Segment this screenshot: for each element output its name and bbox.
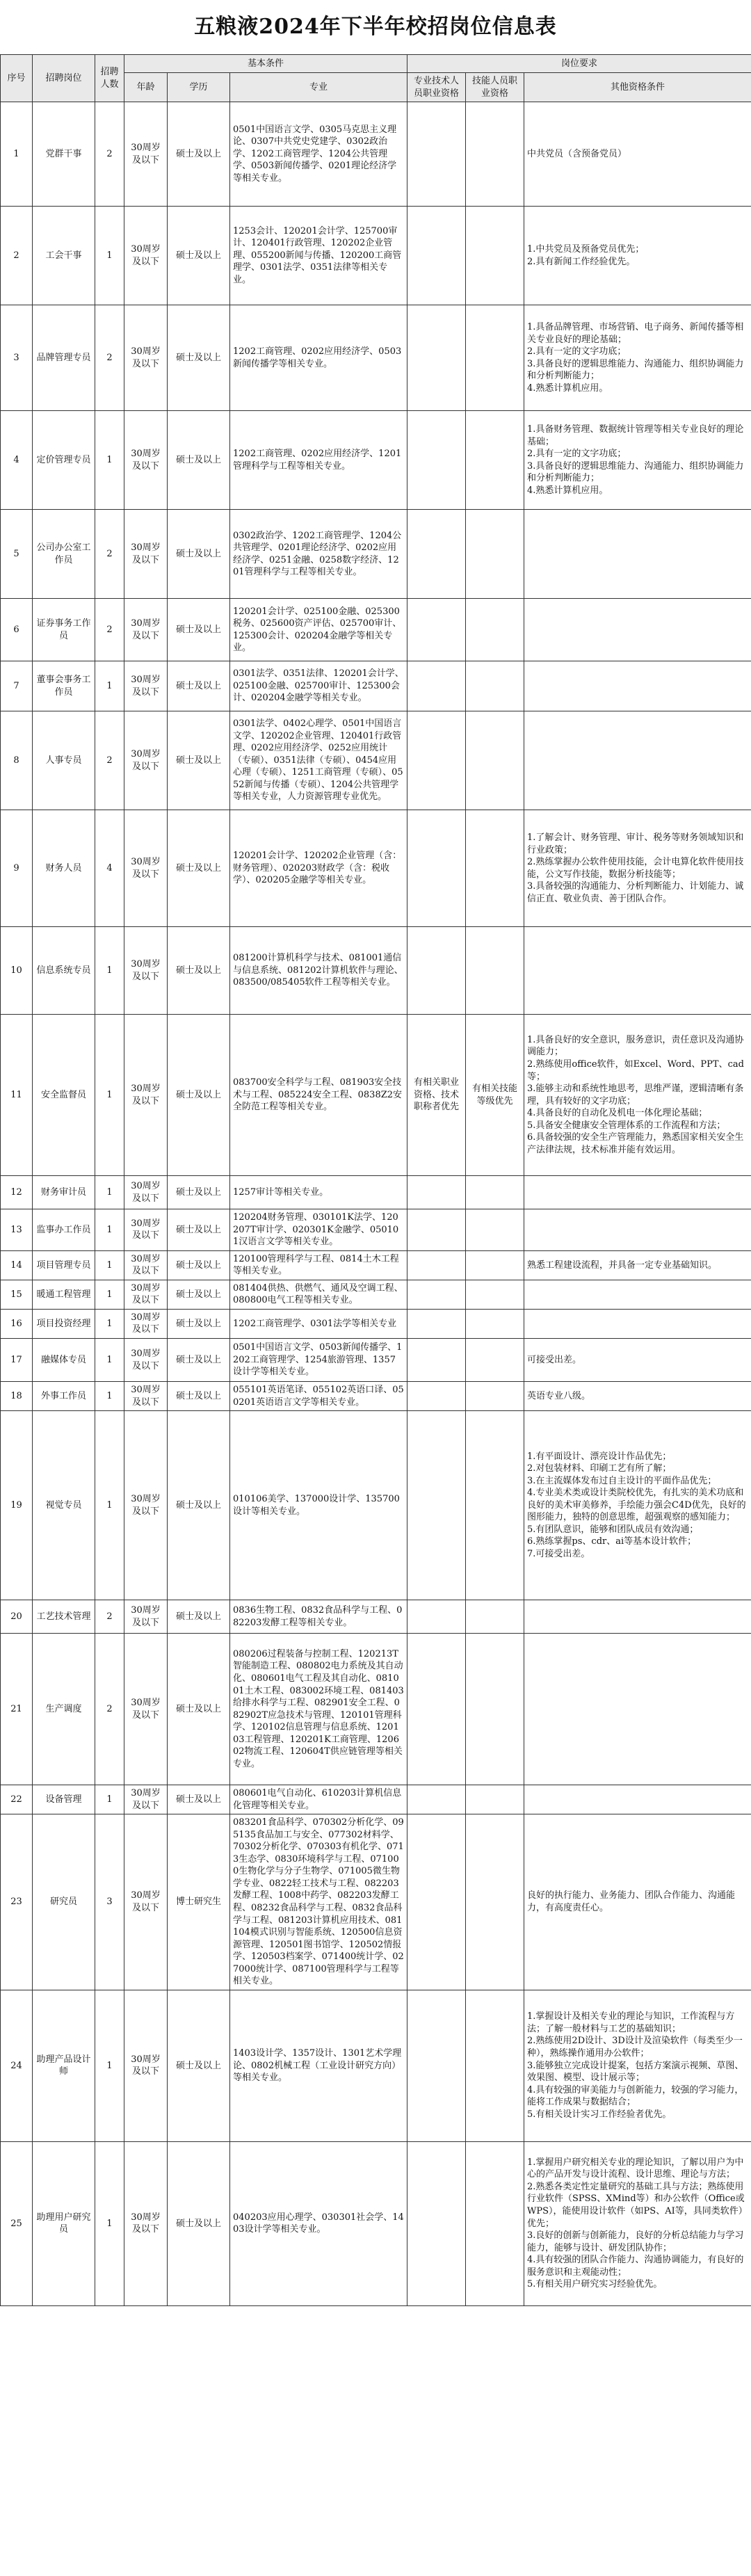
cell-skill-qualification [466, 510, 524, 599]
table-row [1, 599, 751, 661]
cell-major: 083700安全科学与工程、081903安全技术与工程、085224安全工程、0838Z2安全防范工程等相关专业。 [230, 1015, 407, 1176]
cell-education: 硕士及以上 [168, 1209, 230, 1251]
cell-major: 0301法学、0402心理学、0501中国语言文学、120202企业管理、120401行政管理、0202应用经济学、0252应用统计（专硕）、0351法律（专硕）、0454应用心理（专硕）、1251工商管理（专硕）、0552新闻与传播（专硕）、1204公共管理学等相关专业，人力资源管理专业优先。 [230, 711, 407, 810]
cell-tech-qualification [407, 510, 466, 599]
cell-age: 30周岁及以下 [124, 810, 168, 927]
cell-skill-qualification [466, 1339, 524, 1382]
cell-no: 23 [1, 1814, 33, 1990]
cell-other-requirements: 1.有平面设计、漂亮设计作品优先； 2.对包装材料、印刷工艺有所了解； 3.在主流媒体发布过自主设计的平面作品优先； 4.专业美术类或设计类院校优先，有扎实的美术功底和良好的美术审美修养，手绘能力强会C4D优先，良好的图形能力，独特的创意思维，超强观察的感知能力； 5.有团队意识，能够和团队成员有效沟通； 6.熟练掌握ps、cdr、ai等基本设计软件； 7.可接受出差。 [524, 1411, 751, 1600]
cell-education: 硕士及以上 [168, 1411, 230, 1600]
cell-count: 3 [95, 1814, 124, 1990]
cell-education: 硕士及以上 [168, 411, 230, 510]
cell-position: 公司办公室工作员 [33, 510, 95, 599]
cell-count: 1 [95, 1382, 124, 1411]
cell-major: 1202工商管理、0202应用经济学、0503新闻传播学等相关专业。 [230, 305, 407, 411]
cell-skill-qualification [466, 599, 524, 661]
cell-age: 30周岁及以下 [124, 411, 168, 510]
cell-other-requirements: 熟悉工程建设流程，并具备一定专业基础知识。 [524, 1250, 751, 1280]
cell-education: 硕士及以上 [168, 510, 230, 599]
table-row [1, 1411, 751, 1600]
table-row [1, 1250, 751, 1280]
cell-education: 硕士及以上 [168, 1280, 230, 1309]
header-position: 招聘岗位 [33, 55, 95, 102]
cell-skill-qualification [466, 1209, 524, 1251]
cell-other-requirements: 1.掌握用户研究相关专业的理论知识，了解以用户为中心的产品开发与设计流程、设计思维、理论与方法； 2.熟悉各类定性定量研究的基础工具与方法；熟练使用行业软件（SPSS、XMind等）和办公软件（Office或WPS），能使用设计软件（如PS、AI等，具同类软件）优先； 3.良好的创新与创新能力，良好的分析总结能力与学习能力，能够与设计、研发团队协作； 4.具有较强的团队合作能力、沟通协调能力，有良好的服务意识和主观能动性； 5.有相关用户研究实习经验优先。 [524, 2141, 751, 2305]
cell-no: 12 [1, 1176, 33, 1209]
table-row [1, 1209, 751, 1251]
table-row [1, 1600, 751, 1634]
header-no: 序号 [1, 55, 33, 102]
cell-education: 硕士及以上 [168, 1990, 230, 2141]
cell-no: 18 [1, 1382, 33, 1411]
cell-skill-qualification [466, 1250, 524, 1280]
cell-tech-qualification [407, 1600, 466, 1634]
cell-no: 24 [1, 1990, 33, 2141]
cell-other-requirements [524, 1785, 751, 1814]
cell-age: 30周岁及以下 [124, 1814, 168, 1990]
cell-position: 定价管理专员 [33, 411, 95, 510]
cell-age: 30周岁及以下 [124, 1015, 168, 1176]
cell-major: 0836生物工程、0832食品科学与工程、082203发酵工程等相关专业。 [230, 1600, 407, 1634]
table-row [1, 1785, 751, 1814]
cell-education: 硕士及以上 [168, 1785, 230, 1814]
cell-position: 财务审计员 [33, 1176, 95, 1209]
cell-major: 080206过程装备与控制工程、120213T智能制造工程、080802电力系统及其自动化、080601电气工程及其自动化、081001土木工程、083002环境工程、081403给排水科学与工程、082901安全工程、082902T应急技术与管理、120101管理科学、120102信息管理与信息系统、120103工程管理、120201K工商管理、120602物流工程、120604T供应链管理等相关专业。 [230, 1634, 407, 1785]
cell-tech-qualification [407, 1209, 466, 1251]
cell-skill-qualification [466, 927, 524, 1015]
table-row [1, 102, 751, 207]
cell-age: 30周岁及以下 [124, 1209, 168, 1251]
cell-position: 研究员 [33, 1814, 95, 1990]
header-age: 年龄 [124, 73, 168, 102]
cell-no: 3 [1, 305, 33, 411]
cell-education: 硕士及以上 [168, 1250, 230, 1280]
cell-count: 2 [95, 510, 124, 599]
cell-other-requirements: 可接受出差。 [524, 1339, 751, 1382]
cell-position: 品牌管理专员 [33, 305, 95, 411]
cell-tech-qualification [407, 207, 466, 305]
cell-other-requirements: 良好的执行能力、业务能力、团队合作能力、沟通能力，有高度责任心。 [524, 1814, 751, 1990]
cell-major: 083201食品科学、070302分析化学、095135食品加工与安全、077302材料学、70302分析化学、070303有机化学、0713生态学、0830环境科学与工程、071000生物化学与分子生物学、071005微生物学专业、0822轻工技术与工程、082203发酵工程、1008中药学、082203发酵工程、08232食品科学与工程、0832食品科学与工程、081203计算机应用技术、081104模式识别与智能系统、120500信息资源管理、120501图书馆学、120502情报学、120503档案学、071400统计学、027000统计学、087100管理科学与工程等相关专业。 [230, 1814, 407, 1990]
cell-major: 0302政治学、1202工商管理学、1204公共管理学、0201理论经济学、0202应用经济学、0251金融、0258数字经济、1201管理科学与工程等相关专业。 [230, 510, 407, 599]
cell-other-requirements [524, 1600, 751, 1634]
cell-other-requirements [524, 1634, 751, 1785]
cell-skill-qualification [466, 305, 524, 411]
table-row [1, 810, 751, 927]
cell-other-requirements: 1.具备财务管理、数据统计管理等相关专业良好的理论基础； 2.具有一定的文字功底； 3.具备良好的逻辑思维能力、沟通能力、组织协调能力和分析判断能力； 4.熟悉计算机应用。 [524, 411, 751, 510]
cell-position: 项目管理专员 [33, 1250, 95, 1280]
cell-tech-qualification [407, 1411, 466, 1600]
header-other-requirements: 其他资格条件 [524, 73, 751, 102]
page-title: 五粮液2024年下半年校招岗位信息表 [194, 15, 557, 39]
cell-skill-qualification [466, 1785, 524, 1814]
cell-age: 30周岁及以下 [124, 510, 168, 599]
cell-major: 1202工商管理、0202应用经济学、1201管理科学与工程等相关专业。 [230, 411, 407, 510]
cell-age: 30周岁及以下 [124, 305, 168, 411]
cell-tech-qualification [407, 599, 466, 661]
cell-skill-qualification [466, 1990, 524, 2141]
cell-no: 19 [1, 1411, 33, 1600]
cell-major: 120204财务管理、030101K法学、120207T审计学、020301K金融学、050101汉语言文学等相关专业。 [230, 1209, 407, 1251]
cell-tech-qualification: 有相关职业资格、技术职称者优先 [407, 1015, 466, 1176]
cell-position: 助理用户研究员 [33, 2141, 95, 2305]
cell-tech-qualification [407, 1634, 466, 1785]
table-row [1, 1176, 751, 1209]
table-body [1, 102, 751, 2306]
cell-count: 1 [95, 411, 124, 510]
cell-count: 1 [95, 1209, 124, 1251]
cell-tech-qualification [407, 1814, 466, 1990]
cell-tech-qualification [407, 102, 466, 207]
cell-major: 0301法学、0351法律、120201会计学、025100金融、025700审计、125300会计、020204金融学等相关专业。 [230, 661, 407, 711]
cell-major: 080601电气自动化、610203计算机信息化管理等相关专业。 [230, 1785, 407, 1814]
cell-age: 30周岁及以下 [124, 2141, 168, 2305]
cell-other-requirements [524, 1309, 751, 1338]
cell-tech-qualification [407, 711, 466, 810]
cell-education: 硕士及以上 [168, 810, 230, 927]
table-row [1, 1280, 751, 1309]
cell-count: 1 [95, 1250, 124, 1280]
cell-no: 4 [1, 411, 33, 510]
cell-education: 硕士及以上 [168, 1309, 230, 1338]
cell-tech-qualification [407, 1250, 466, 1280]
cell-skill-qualification: 有相关技能等级优先 [466, 1015, 524, 1176]
cell-position: 证券事务工作员 [33, 599, 95, 661]
cell-skill-qualification [466, 661, 524, 711]
cell-other-requirements [524, 927, 751, 1015]
table-row [1, 1309, 751, 1338]
cell-count: 2 [95, 711, 124, 810]
table-row [1, 1814, 751, 1990]
cell-age: 30周岁及以下 [124, 1990, 168, 2141]
cell-count: 1 [95, 1990, 124, 2141]
cell-tech-qualification [407, 927, 466, 1015]
cell-position: 助理产品设计师 [33, 1990, 95, 2141]
cell-position: 工艺技术管理 [33, 1600, 95, 1634]
cell-position: 董事会事务工作员 [33, 661, 95, 711]
cell-education: 硕士及以上 [168, 2141, 230, 2305]
cell-education: 硕士及以上 [168, 1015, 230, 1176]
cell-age: 30周岁及以下 [124, 1250, 168, 1280]
cell-age: 30周岁及以下 [124, 207, 168, 305]
cell-no: 5 [1, 510, 33, 599]
cell-education: 硕士及以上 [168, 1339, 230, 1382]
cell-count: 2 [95, 1600, 124, 1634]
cell-tech-qualification [407, 1280, 466, 1309]
cell-position: 项目投资经理 [33, 1309, 95, 1338]
cell-skill-qualification [466, 411, 524, 510]
cell-age: 30周岁及以下 [124, 661, 168, 711]
cell-education: 硕士及以上 [168, 207, 230, 305]
cell-no: 21 [1, 1634, 33, 1785]
cell-education: 硕士及以上 [168, 1176, 230, 1209]
cell-no: 20 [1, 1600, 33, 1634]
table-row [1, 207, 751, 305]
cell-no: 8 [1, 711, 33, 810]
cell-other-requirements: 1.了解会计、财务管理、审计、税务等财务领域知识和行业政策； 2.熟练掌握办公软件使用技能，会计电算化软件使用技能，公文写作技能，数据分析技能等； 3.具备较强的沟通能力、分析判断能力、计划能力、诚信正直、敬业负责、善于团队合作。 [524, 810, 751, 927]
cell-no: 14 [1, 1250, 33, 1280]
cell-position: 外事工作员 [33, 1382, 95, 1411]
cell-position: 财务人员 [33, 810, 95, 927]
cell-other-requirements: 中共党员（含预备党员） [524, 102, 751, 207]
cell-education: 硕士及以上 [168, 102, 230, 207]
cell-other-requirements: 1.掌握设计及相关专业的理论与知识，工作流程与方法；了解一般材料与工艺的基础知识； 2.熟练使用2D设计、3D设计及渲染软件（每类至少一种），熟练操作通用办公软件； 3.能够独立完成设计提案，包括方案演示视频、草图、效果图、模型、设计展示等； 4.具有较强的审美能力与创新能力，较强的学习能力，能将工作成果与数据结合； 5.有相关设计实习工作经验者优先。 [524, 1990, 751, 2141]
header-requirements-group: 岗位要求 [407, 55, 751, 73]
cell-tech-qualification [407, 1382, 466, 1411]
cell-no: 15 [1, 1280, 33, 1309]
cell-major: 010106美学、137000设计学、135700设计等相关专业。 [230, 1411, 407, 1600]
cell-other-requirements [524, 711, 751, 810]
cell-tech-qualification [407, 305, 466, 411]
cell-age: 30周岁及以下 [124, 1309, 168, 1338]
cell-no: 11 [1, 1015, 33, 1176]
cell-other-requirements: 1.中共党员及预备党员优先； 2.具有新闻工作经验优先。 [524, 207, 751, 305]
cell-major: 0501中国语言文学、0503新闻传播学、1202工商管理学、1254旅游管理、1357设计学等相关专业。 [230, 1339, 407, 1382]
cell-other-requirements [524, 1280, 751, 1309]
header-tech-qualification: 专业技术人员职业资格 [407, 73, 466, 102]
cell-position: 信息系统专员 [33, 927, 95, 1015]
cell-skill-qualification [466, 1411, 524, 1600]
cell-tech-qualification [407, 1339, 466, 1382]
cell-skill-qualification [466, 1600, 524, 1634]
cell-position: 暖通工程管理 [33, 1280, 95, 1309]
cell-other-requirements [524, 599, 751, 661]
cell-no: 9 [1, 810, 33, 927]
cell-count: 1 [95, 1339, 124, 1382]
table-row [1, 1990, 751, 2141]
cell-major: 0501中国语言文学、0305马克思主义理论、0307中共党史党建学、0302政治学、1202工商管理学、1204公共管理学、0503新闻传播学、0201理论经济学等相关专业。 [230, 102, 407, 207]
cell-major: 120201会计学、120202企业管理（含：财务管理）、020203财政学（含：税收学）、020205金融学等相关专业。 [230, 810, 407, 927]
cell-skill-qualification [466, 711, 524, 810]
cell-major: 055101英语笔译、055102英语口译、050201英语语言文学等相关专业。 [230, 1382, 407, 1411]
cell-count: 4 [95, 810, 124, 927]
cell-count: 1 [95, 661, 124, 711]
cell-no: 6 [1, 599, 33, 661]
cell-education: 硕士及以上 [168, 305, 230, 411]
cell-other-requirements: 英语专业八级。 [524, 1382, 751, 1411]
cell-major: 1202工商管理学、0301法学等相关专业 [230, 1309, 407, 1338]
cell-no: 16 [1, 1309, 33, 1338]
cell-other-requirements [524, 1176, 751, 1209]
cell-education: 博士研究生 [168, 1814, 230, 1990]
cell-position: 设备管理 [33, 1785, 95, 1814]
cell-no: 22 [1, 1785, 33, 1814]
positions-table [0, 54, 751, 2306]
cell-position: 人事专员 [33, 711, 95, 810]
cell-count: 1 [95, 1176, 124, 1209]
cell-position: 监事办工作员 [33, 1209, 95, 1251]
cell-no: 10 [1, 927, 33, 1015]
table-row [1, 411, 751, 510]
cell-tech-qualification [407, 411, 466, 510]
cell-count: 1 [95, 1309, 124, 1338]
header-skill-qualification: 技能人员职业资格 [466, 73, 524, 102]
cell-major: 040203应用心理学、030301社会学、1403设计学等相关专业。 [230, 2141, 407, 2305]
cell-position: 党群干事 [33, 102, 95, 207]
header-count: 招聘人数 [95, 55, 124, 102]
cell-major: 1403设计学、1357设计、1301艺术学理论、0802机械工程（工业设计研究方向）等相关专业。 [230, 1990, 407, 2141]
cell-count: 1 [95, 1015, 124, 1176]
cell-age: 30周岁及以下 [124, 1280, 168, 1309]
cell-age: 30周岁及以下 [124, 927, 168, 1015]
table-row [1, 1015, 751, 1176]
cell-skill-qualification [466, 102, 524, 207]
cell-position: 融媒体专员 [33, 1339, 95, 1382]
cell-other-requirements [524, 661, 751, 711]
cell-count: 1 [95, 1411, 124, 1600]
header-education: 学历 [168, 73, 230, 102]
table-row [1, 661, 751, 711]
cell-skill-qualification [466, 810, 524, 927]
cell-count: 1 [95, 1785, 124, 1814]
cell-tech-qualification [407, 661, 466, 711]
cell-count: 1 [95, 927, 124, 1015]
cell-skill-qualification [466, 207, 524, 305]
cell-education: 硕士及以上 [168, 1600, 230, 1634]
table-row [1, 927, 751, 1015]
cell-tech-qualification [407, 2141, 466, 2305]
table-row [1, 2141, 751, 2305]
cell-other-requirements [524, 1209, 751, 1251]
header-basic-group: 基本条件 [124, 55, 407, 73]
cell-no: 2 [1, 207, 33, 305]
cell-skill-qualification [466, 1814, 524, 1990]
cell-major: 081200计算机科学与技术、081001通信与信息系统、081202计算机软件与理论、083500/085405软件工程等相关专业。 [230, 927, 407, 1015]
cell-no: 17 [1, 1339, 33, 1382]
cell-tech-qualification [407, 1990, 466, 2141]
cell-count: 2 [95, 102, 124, 207]
cell-education: 硕士及以上 [168, 1634, 230, 1785]
cell-count: 1 [95, 2141, 124, 2305]
cell-count: 1 [95, 207, 124, 305]
cell-count: 2 [95, 599, 124, 661]
cell-age: 30周岁及以下 [124, 102, 168, 207]
cell-no: 7 [1, 661, 33, 711]
table-row [1, 1382, 751, 1411]
table-row [1, 1339, 751, 1382]
cell-no: 13 [1, 1209, 33, 1251]
cell-skill-qualification [466, 1634, 524, 1785]
cell-skill-qualification [466, 1176, 524, 1209]
table-row [1, 1634, 751, 1785]
cell-no: 1 [1, 102, 33, 207]
cell-skill-qualification [466, 2141, 524, 2305]
cell-position: 安全监督员 [33, 1015, 95, 1176]
cell-count: 1 [95, 1280, 124, 1309]
cell-education: 硕士及以上 [168, 1382, 230, 1411]
cell-count: 2 [95, 1634, 124, 1785]
cell-age: 30周岁及以下 [124, 1339, 168, 1382]
cell-age: 30周岁及以下 [124, 1634, 168, 1785]
cell-major: 120100管理科学与工程、0814土木工程等相关专业。 [230, 1250, 407, 1280]
cell-education: 硕士及以上 [168, 599, 230, 661]
cell-age: 30周岁及以下 [124, 1382, 168, 1411]
table-row [1, 711, 751, 810]
cell-age: 30周岁及以下 [124, 1600, 168, 1634]
cell-age: 30周岁及以下 [124, 1785, 168, 1814]
cell-age: 30周岁及以下 [124, 1411, 168, 1600]
cell-count: 2 [95, 305, 124, 411]
cell-tech-qualification [407, 810, 466, 927]
cell-tech-qualification [407, 1309, 466, 1338]
cell-position: 工会干事 [33, 207, 95, 305]
cell-major: 1253会计、120201会计学、125700审计、120401行政管理、120202企业管理、055200新闻与传播、120200工商管理学、0301法学、0351法律等相关专业。 [230, 207, 407, 305]
cell-tech-qualification [407, 1176, 466, 1209]
cell-education: 硕士及以上 [168, 927, 230, 1015]
table-row [1, 510, 751, 599]
header-major: 专业 [230, 73, 407, 102]
cell-other-requirements: 1.具备良好的安全意识，服务意识，责任意识及沟通协调能力； 2.熟练使用office软件，如Excel、Word、PPT、cad等； 3.能够主动和系统性地思考，思维严谨，逻辑清晰有条理，具有较好的文字功底； 4.具备良好的自动化及机电一体化理论基础； 5.具备安全健康安全管理体系的工作流程和方法； 6.具备较强的安全生产管理能力，熟悉国家相关安全生产法律法规，技术标准并能有效运用。 [524, 1015, 751, 1176]
cell-no: 25 [1, 2141, 33, 2305]
cell-skill-qualification [466, 1309, 524, 1338]
cell-tech-qualification [407, 1785, 466, 1814]
cell-position: 视觉专员 [33, 1411, 95, 1600]
cell-other-requirements [524, 510, 751, 599]
cell-skill-qualification [466, 1280, 524, 1309]
cell-position: 生产调度 [33, 1634, 95, 1785]
cell-major: 1257审计等相关专业。 [230, 1176, 407, 1209]
cell-major: 120201会计学、025100金融、025300税务、025600资产评估、025700审计、125300会计、020204金融学等相关专业。 [230, 599, 407, 661]
cell-age: 30周岁及以下 [124, 1176, 168, 1209]
cell-age: 30周岁及以下 [124, 599, 168, 661]
cell-education: 硕士及以上 [168, 661, 230, 711]
cell-skill-qualification [466, 1382, 524, 1411]
cell-age: 30周岁及以下 [124, 711, 168, 810]
table-row [1, 305, 751, 411]
cell-other-requirements: 1.具备品牌管理、市场营销、电子商务、新闻传播等相关专业良好的理论基础； 2.具有一定的文字功底； 3.具备良好的逻辑思维能力、沟通能力、组织协调能力和分析判断能力； 4.熟悉计算机应用。 [524, 305, 751, 411]
cell-major: 081404供热、供燃气、通风及空调工程、080800电气工程等相关专业。 [230, 1280, 407, 1309]
cell-education: 硕士及以上 [168, 711, 230, 810]
